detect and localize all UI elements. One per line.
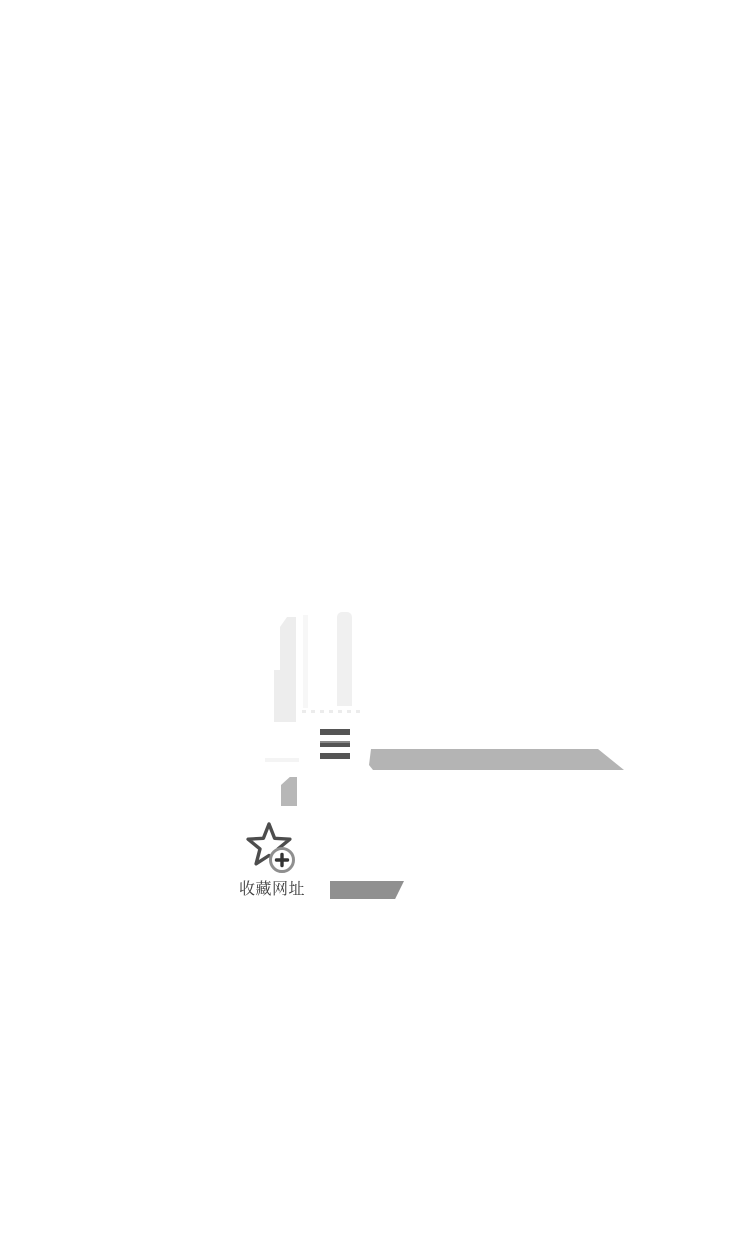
ghost-block: [281, 777, 297, 806]
ghost-line: [265, 758, 299, 762]
star-plus-icon: [244, 822, 296, 874]
ghost-column: [337, 612, 352, 706]
hamburger-menu-button[interactable]: [320, 729, 350, 759]
hamburger-icon: [320, 753, 350, 759]
ghost-column: [303, 615, 308, 708]
hamburger-icon: [320, 729, 350, 735]
bookmark-placeholder-bar: [330, 881, 404, 899]
ghost-speckle-row: [302, 710, 360, 713]
hamburger-icon: [320, 741, 350, 747]
title-placeholder-bar: [369, 749, 624, 770]
ghost-column: [274, 670, 296, 722]
bookmark-add-button[interactable]: [244, 822, 296, 874]
bookmark-label[interactable]: 收藏网址: [239, 879, 306, 898]
